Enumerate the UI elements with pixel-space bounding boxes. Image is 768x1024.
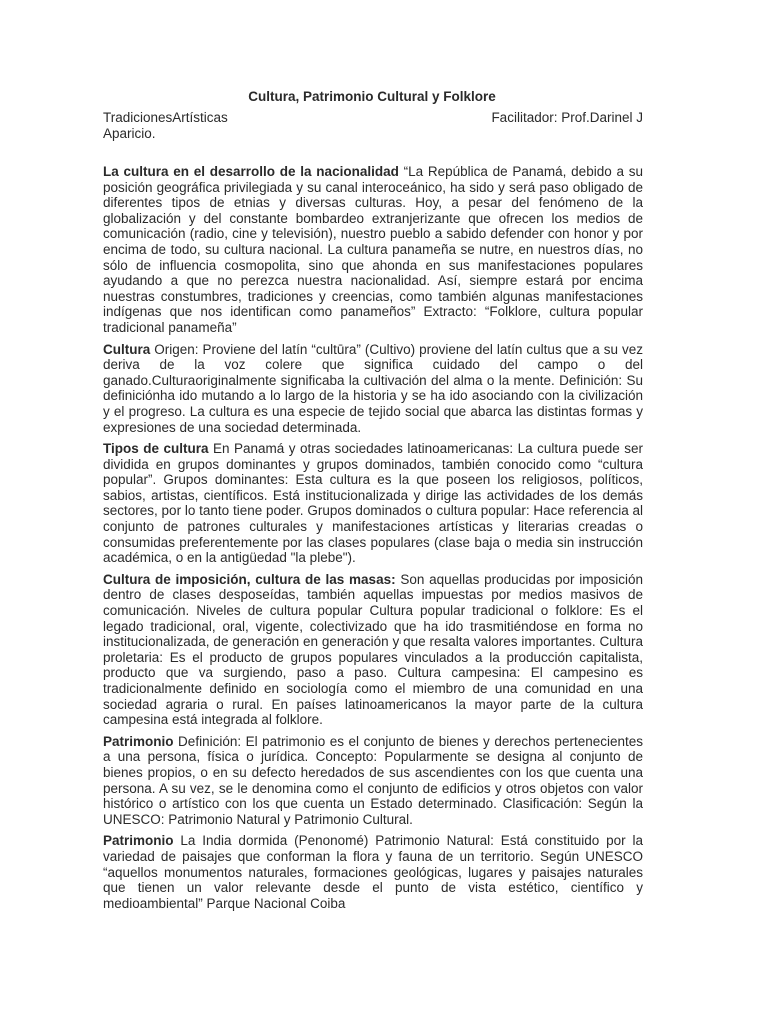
paragraph-body: Definición: El patrimonio es el conjunto de bienes y derechos pertenecientes a una persona, física o jurídica. Concepto: Popularmente se designa al conjunto de bienes propios, o en su defecto heredados de sus ascendientes con los que cuenta una persona. A su vez, se le denomina como el conjunto de edificios y otros objetos con valor histórico o artístico con los que cuenta un Estado determinado. Clasificación: Según la UNESCO: Patrimonio Natural y Patrimonio Cultural.	[103, 733, 643, 827]
paragraph-body: “La República de Panamá, debido a su posición geográfica privilegiada y su canal interoceánico, ha sido y será paso obligado de diferentes tipos de etnias y diversas culturas. Hoy, a pesar del fenómeno de la globalización y del constante bombardeo extranjerizante que ofrecen los medios de comunicación (radio, cine y televisión), nuestro pueblo a sabido defender con honor y por encima de todo, su cultura nacional. La cultura panameña se nutre, en nuestros días, no sólo de influencia cosmopolita, sino que ahonda en sus manifestaciones populares ayudando a que no perezca nuestra nacionalidad. Así, siempre estará por encima nuestras constumbres, tradiciones y creencias, como también algunas manifestaciones indígenas que nos identifican como panameños” Extracto: “Folklore, cultura popular tradicional panameña”	[103, 164, 643, 335]
subject-label: TradicionesArtísticas	[103, 110, 228, 125]
paragraph-heading: Patrimonio	[103, 833, 174, 849]
paragraph-body: Son aquellas producidas por imposición dentro de clases desposeídas, también aquellas impuestas por medios masivos de comunicación. Niveles de cultura popular Cultura popular tradicional o folklore: Es el legado tradicional, oral, vigente, colectivizado que ha ido trasmitiéndose en forma no institucionalizada, de generación en generación y que resalta valores importantes. Cultura proletaria: Es el producto de grupos populares vinculados a la producción capitalista, producto que va surgiendo, paso a paso. Cultura campesina: El campesino es tradicionalmente definido en sociología como el miembro de una comunidad en una sociedad agraria o rural. En países latinoamericanos la mayor parte de la cultura campesina está integrada al folklore.	[103, 571, 643, 728]
paragraph-heading: Patrimonio	[103, 733, 174, 749]
paragraph-heading: Cultura	[103, 341, 151, 357]
document-page	[103, 88, 643, 917]
paragraph-patrimonio-natural	[103, 833, 643, 911]
paragraph-cultura-de-imposicion	[103, 572, 643, 728]
document-title: Cultura, Patrimonio Cultural y Folklore	[248, 89, 496, 104]
paragraph-body: La India dormida (Penonomé) Patrimonio Natural: Está constituido por la variedad de paisajes que conforman la flora y fauna de un territorio. Según UNESCO “aquellos monumentos naturales, formaciones geológicas, lugares y paisajes naturales que tienen un valor relevante desde el punto de vista estético, científico y medioambiental” Parque Nacional Coiba	[103, 833, 643, 911]
meta-row	[103, 110, 643, 126]
paragraph-body: En Panamá y otras sociedades latinoamericanas: La cultura puede ser dividida en grupos dominantes y grupos dominados, también conocido como “cultura popular”. Grupos dominantes: Esta cultura es la que poseen los religiosos, políticos, sabios, artistas, científicos. Está institucionalizada y dirige las actividades de los demás sectores, por lo tanto tiene poder. Grupos dominados o cultura popular: Hace referencia al conjunto de patrones culturales y manifestaciones artísticas y literarias creadas o consumidas preferentemente por las clases populares (clase baja o media sin instrucción académica, o en la antigüedad "la plebe").	[103, 441, 643, 566]
paragraph-heading: La cultura en el desarrollo de la nacionalidad	[103, 164, 399, 179]
paragraph-cultura	[103, 342, 643, 436]
paragraph-heading: Cultura de imposición, cultura de las masas:	[103, 571, 396, 587]
paragraph-heading: Tipos de cultura	[103, 441, 209, 457]
facilitator-label: Facilitador: Prof.Darinel J	[491, 110, 643, 125]
paragraph-nacionalidad	[103, 164, 643, 336]
paragraph-tipos-de-cultura	[103, 441, 643, 566]
document-meta	[103, 110, 643, 141]
paragraph-patrimonio-definicion	[103, 734, 643, 828]
facilitator-surname: Aparicio.	[103, 125, 156, 141]
paragraph-body: Origen: Proviene del latín “cultūra” (Cultivo) proviene del latín cultus que a su vez deriva de la voz colere que significa cuidado del campo o del ganado.Culturaoriginalmente significaba la cultivación del alma o la mente. Definición: Su definiciónha ido mutando a lo largo de la historia y se ha ido asociando con la civilización y el progreso. La cultura es una especie de tejido social que abarca las distintas formas y expresiones de una sociedad determinada.	[103, 341, 643, 435]
